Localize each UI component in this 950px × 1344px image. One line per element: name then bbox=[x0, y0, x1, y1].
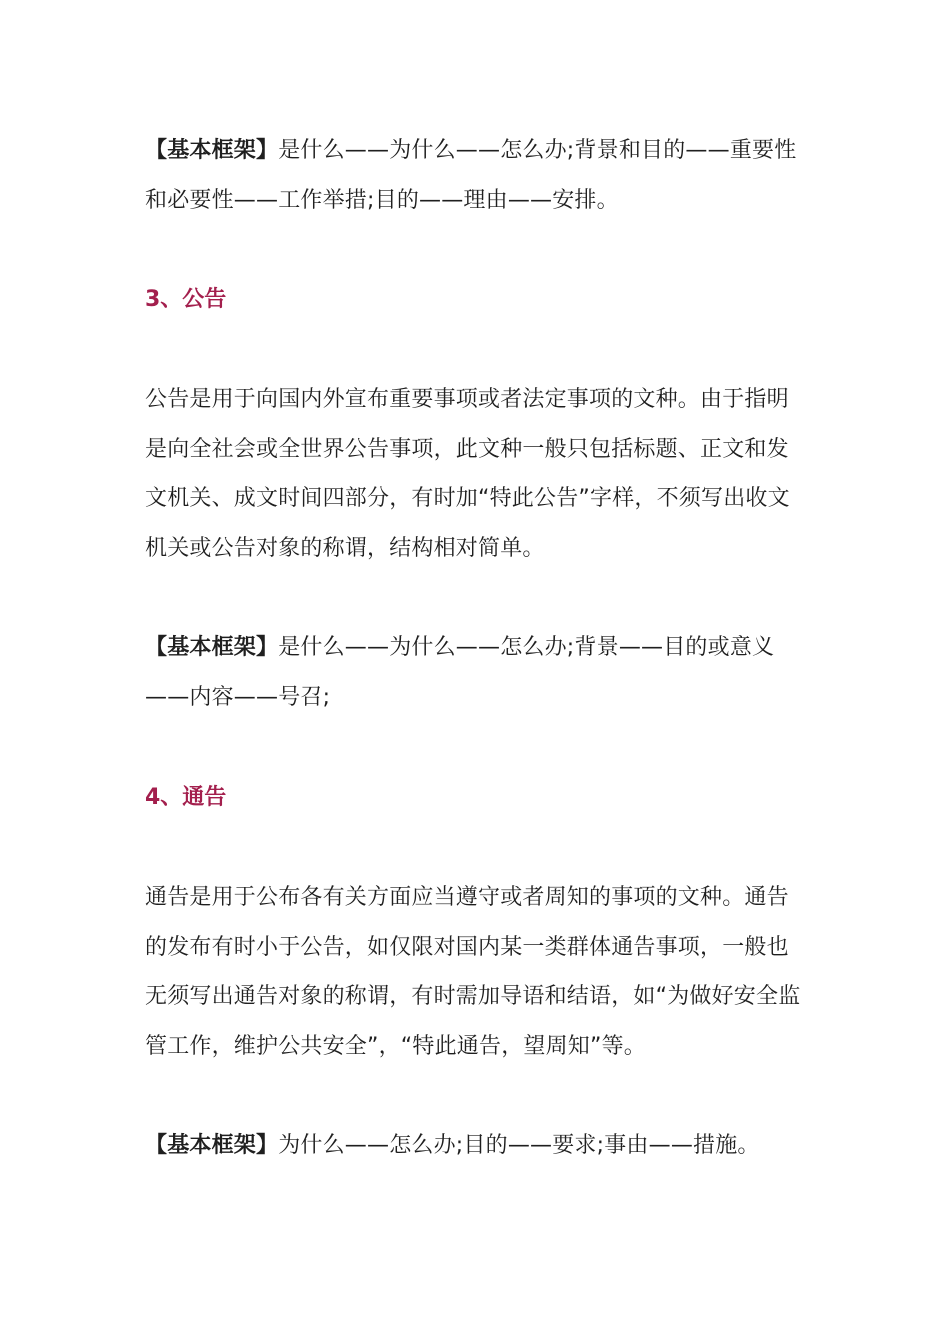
body-paragraph-tonggao: 通告是用于公布各有关方面应当遵守或者周知的事项的文种。通告的发布有时小于公告，如仅限对国内某一类群体通告事项，一般也无须写出通告对象的称谓，有时需加导语和结语，如“为做好安全监管工作，维护公共安全”，“特此通告，望周知”等。 bbox=[145, 885, 801, 1059]
section-heading-gonggao: 3、公告 bbox=[145, 287, 227, 312]
body-paragraph-gonggao: 公告是用于向国内外宣布重要事项或者法定事项的文种。由于指明是向全社会或全世界公告事项，此文种一般只包括标题、正文和发文机关、成文时间四部分，有时加“特此公告”字样，不须写出收文机关或公告对象的称谓，结构相对简单。 bbox=[145, 387, 790, 561]
framework-text: 是什么——为什么——怎么办;背景——目的或意义——内容——号召; bbox=[145, 635, 775, 710]
framework-label: 【基本框架】 bbox=[145, 1133, 279, 1158]
framework-text: 为什么——怎么办;目的——要求;事由——措施。 bbox=[278, 1133, 760, 1158]
framework-paragraph-tonggao bbox=[145, 1121, 810, 1171]
section-heading-tonggao: 4、通告 bbox=[145, 785, 227, 810]
framework-paragraph-notice bbox=[145, 126, 810, 225]
framework-label: 【基本框架】 bbox=[145, 635, 279, 660]
framework-paragraph-gonggao bbox=[145, 623, 810, 722]
framework-text: 是什么——为什么——怎么办;背景和目的——重要性和必要性——工作举措;目的——理由——安排。 bbox=[145, 138, 797, 213]
framework-label: 【基本框架】 bbox=[145, 138, 279, 163]
